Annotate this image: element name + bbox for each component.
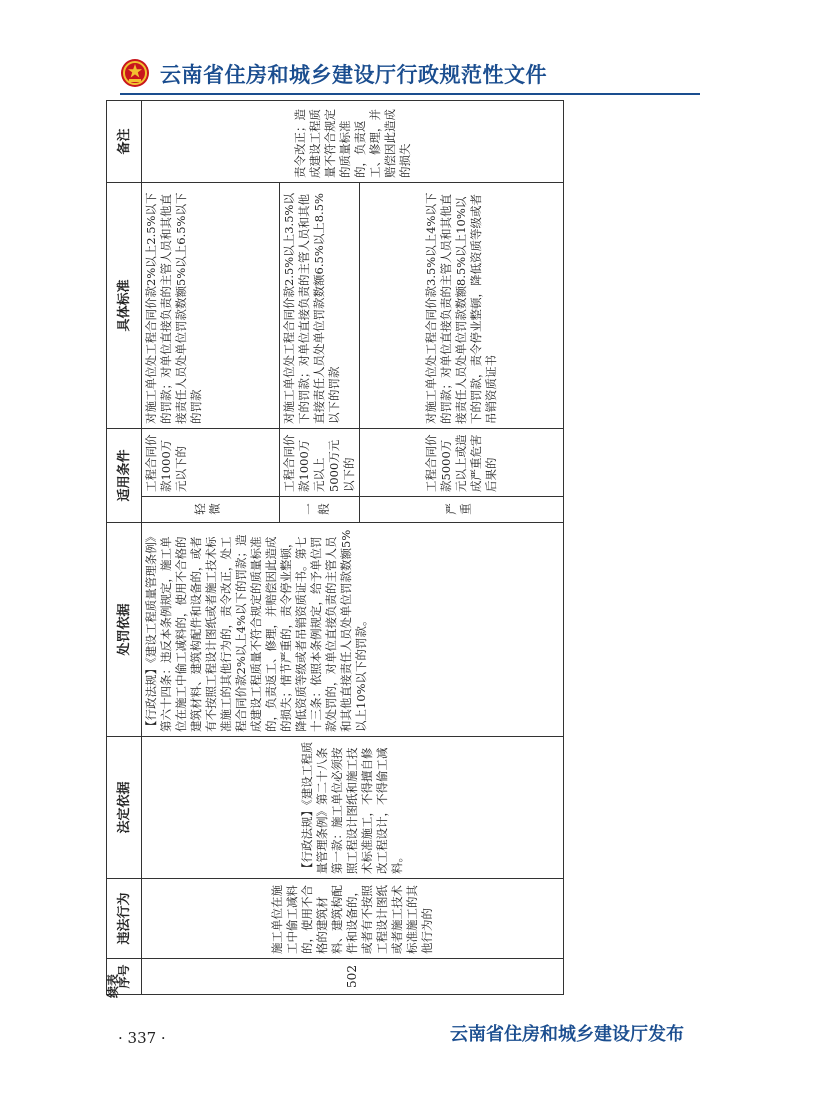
national-emblem-icon: [120, 58, 150, 88]
condition-minor: 工程合同价款1000万元以下的: [142, 428, 280, 496]
standard-general: 对施工单位处工程合同价款2.5%以上3.5%以下的罚款；对单位直接负责的主管人员和其他直接责任人员处单位罚款数额6.5%以上8.5%以下的罚款: [280, 182, 360, 428]
row-penalty-basis: 【行政法规】《建设工程质量管理条例》第六十四条：违反本条例规定，施工单位在施工中偷工减料的，使用不合格的建筑材料、建筑构配件和设备的，或者有不按照工程设计图纸或者施工技术标准施工的其他行为的，责令改正，处工程合同价款2%以上4%以下的罚款；造成建设工程质量不符合规定的质量标准的，负责返工、修理，并赔偿因此造成的损失；情节严重的，责令停业整顿，降低资质等级或者吊销资质证书。第七十三条：依照本条例规定，给予单位罚款处罚的，对单位直接负责的主管人员和其他直接责任人员处单位罚款数额5%以上10%以下的罚款。: [142, 523, 564, 737]
col-header-violation: 违法行为: [107, 879, 142, 959]
table-header-row: [107, 100, 142, 994]
severity-general: 一般: [280, 497, 360, 523]
continued-label: 续表: [106, 973, 120, 998]
document-header: [110, 54, 710, 94]
publisher-label: 云南省住房和城乡建设厅发布: [450, 1024, 684, 1045]
col-header-seq: 序号: [107, 959, 142, 995]
condition-serious: 工程合同价款5000万元以上或造成严重危害后果的: [360, 428, 564, 496]
page-number: · 337 ·: [118, 1029, 166, 1047]
continued-label-wrap: [104, 958, 126, 998]
document-title: 云南省住房和城乡建设厅行政规范性文件: [160, 63, 547, 87]
col-header-penalty-basis: 处罚依据: [107, 523, 142, 737]
table-row: [142, 100, 280, 994]
condition-general: 工程合同价款1000万元以上5000万元以下的: [280, 428, 360, 496]
row-seq: 502: [142, 959, 564, 995]
rotated-table-container: [106, 101, 564, 995]
header-divider: [120, 93, 700, 95]
standard-serious: 对施工单位处工程合同价款3.5%以上4%以下的罚款；对单位直接负责的主管人员和其他直接责任人员处单位罚款数额8.5%以上10%以下的罚款，责令停业整顿，降低资质等级或者吊销资质证书: [360, 182, 564, 428]
row-legal-basis: 【行政法规】《建设工程质量管理条例》第二十八条第一款：施工单位必须按照工程设计图纸和施工技术标准施工，不得擅自修改工程设计，不得偷工减料。: [142, 737, 564, 879]
col-header-legal-basis: 法定依据: [107, 737, 142, 879]
row-remark: 责令改正；造成建设工程质量不符合规定的质量标准的，负责返工、修理，并赔偿因此造成的损失: [142, 100, 564, 182]
severity-minor: 轻微: [142, 497, 280, 523]
row-violation: 施工单位在施工中偷工减料的，使用不合格的建筑材料、建筑构配件和设备的，或者有不按照工程设计图纸或者施工技术标准施工的其他行为的: [142, 879, 564, 959]
col-header-condition: 适用条件: [107, 428, 142, 522]
col-header-remark: 备注: [107, 100, 142, 182]
severity-serious: 严重: [360, 497, 564, 523]
col-header-standard: 具体标准: [107, 182, 142, 428]
penalty-table: [106, 101, 564, 995]
standard-minor: 对施工单位处工程合同价款2%以上2.5%以下的罚款；对单位直接负责的主管人员和其他直接责任人员处单位罚款数额5%以上6.5%以下的罚款: [142, 182, 280, 428]
